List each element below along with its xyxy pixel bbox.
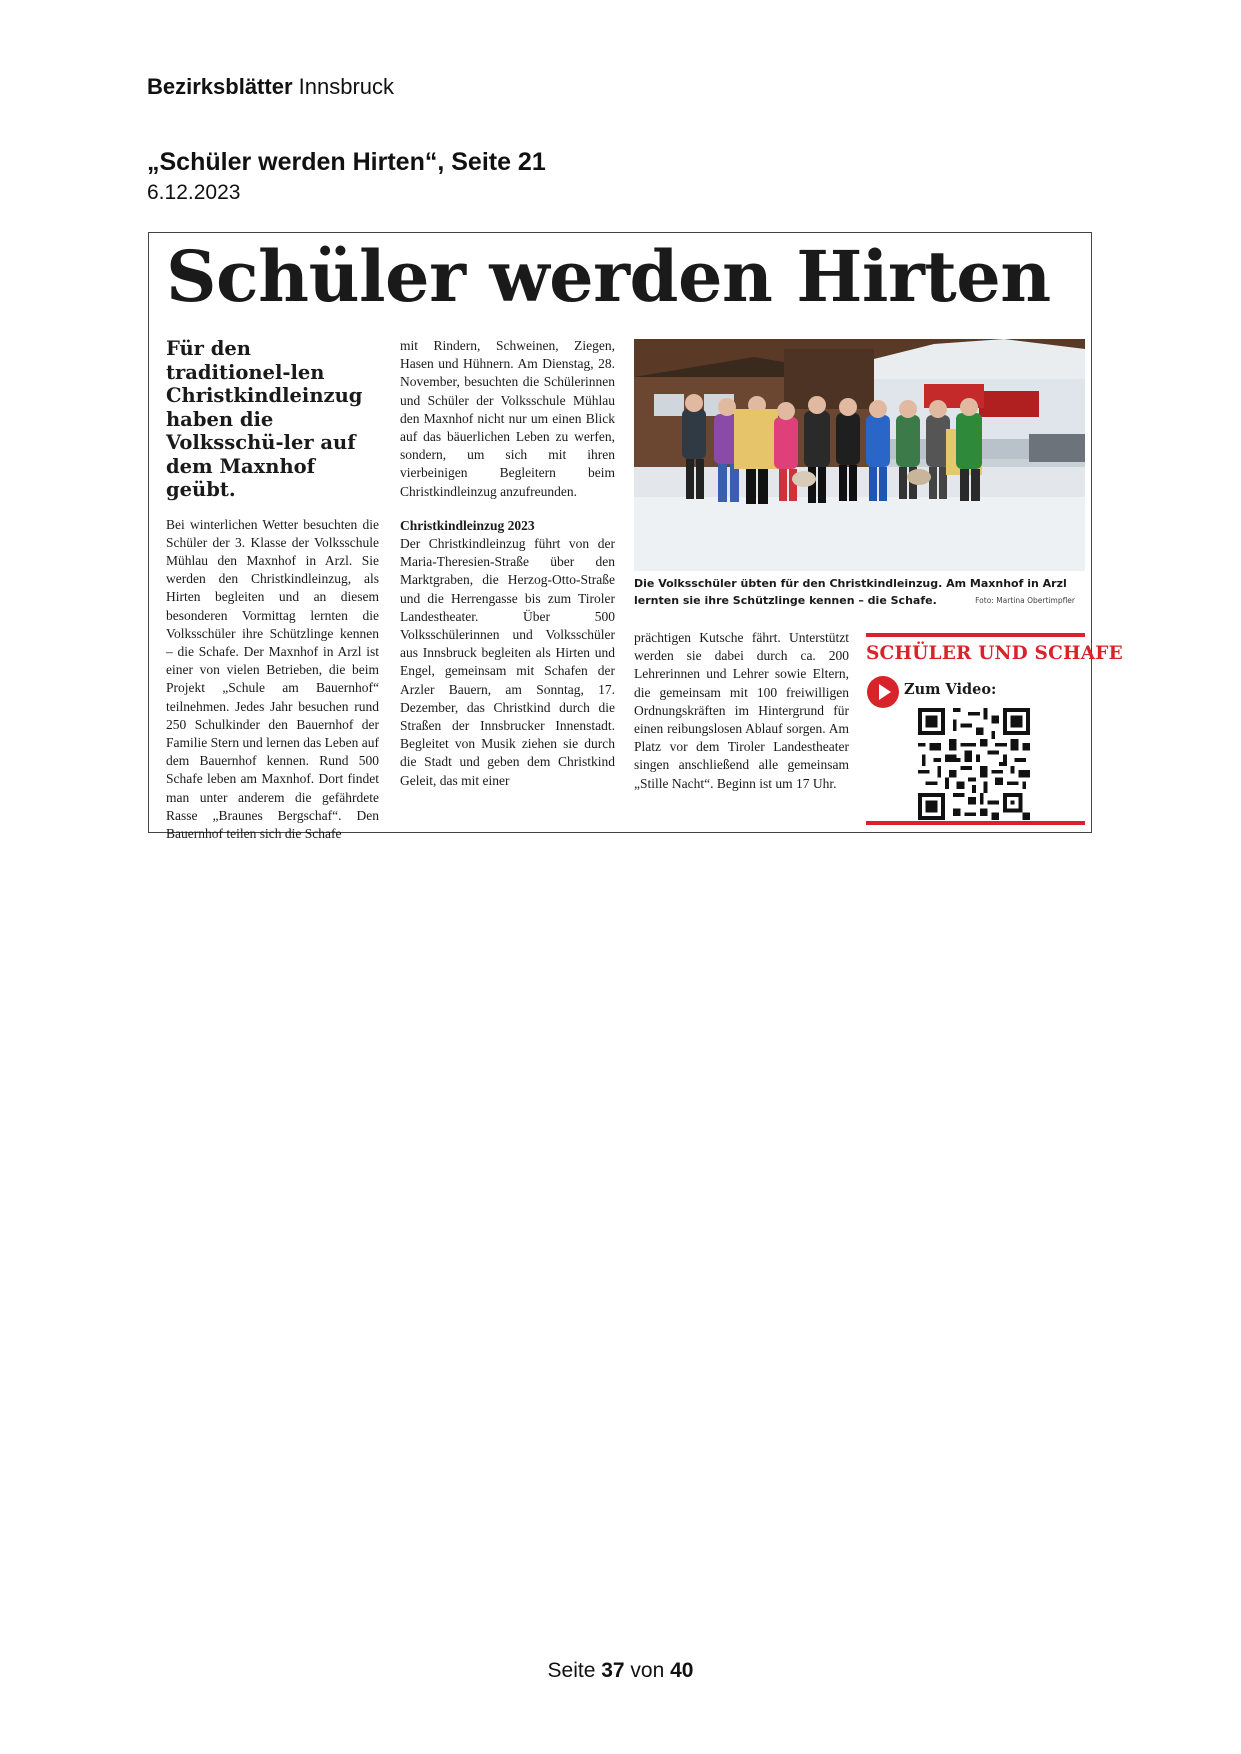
play-icon[interactable] xyxy=(866,675,900,709)
photo-caption xyxy=(634,575,1085,609)
page-footer xyxy=(0,1659,1241,1683)
article-photo xyxy=(634,339,1085,571)
photo-credit: Foto: Martina Obertimpfler xyxy=(975,596,1075,605)
article-headline: Schüler werden Hirten xyxy=(166,235,1051,318)
publication-name xyxy=(147,74,394,100)
document-title: „Schüler werden Hirten“, Seite 21 xyxy=(147,148,546,176)
article-body-col2: mit Rindern, Schweinen, Ziegen, Hasen und Hühnern. Am Dienstag, 28. November, besuchten die Schülerinnen und Schüler der Volksschule Mühlau den Maxnhof nicht nur um einen Blick auf das bäuerlichen Leben zu werfen, sondern, um sich mit ihren vierbeinigen Begleitern beim Christkindleinzug anzufreunden. xyxy=(400,338,615,499)
photo-illustration xyxy=(634,339,1085,571)
footer-middle: von xyxy=(624,1659,671,1682)
photo-caption-text: Die Volksschüler übten für den Christkindleinzug. Am Maxnhof in Arzl lernten sie ihre Schützlinge kennen – die Schafe. xyxy=(634,577,1067,607)
footer-page-number: 37 xyxy=(601,1659,625,1682)
article-column-2 xyxy=(400,337,615,790)
article-lead: Für den traditionel-len Christkindleinzug haben die Volksschü-ler auf dem Maxnhof geübt. xyxy=(166,337,363,501)
document-date: 6.12.2023 xyxy=(147,181,241,204)
newspaper-clipping xyxy=(148,232,1123,841)
footer-total-pages: 40 xyxy=(670,1659,694,1682)
publication-name-bold: Bezirksblätter xyxy=(147,74,293,99)
article-subheading: Christkindleinzug 2023 xyxy=(400,517,535,533)
qr-code[interactable] xyxy=(918,708,1030,820)
publication-name-rest: Innsbruck xyxy=(292,74,395,99)
article-body-col3: prächtigen Kutsche fährt. Unterstützt werden sie dabei durch ca. 200 Lehrerinnen und Lehrer sowie Eltern, die gemeinsam mit 100 freiwilligen Ordnungskräften im Hintergrund für einen reibungslosen Ablauf sorgen. Am Platz vor dem Tiroler Landestheater singen anschließend alle gemeinsam „Stille Nacht“. Beginn ist um 17 Uhr. xyxy=(634,630,849,791)
article-column-3 xyxy=(634,629,849,793)
video-box xyxy=(866,633,1123,825)
box-title: SCHÜLER UND SCHAFE xyxy=(866,643,1123,664)
video-label: Zum Video: xyxy=(904,681,997,698)
article-body-col1: Bei winterlichen Wetter besuchten die Schüler der 3. Klasse der Volksschule Mühlau den Maxnhof in Arzl. Sie werden den Christkindleinzug, als Hirten begleiten und an diesem besonderen Vormittag lernten die Volksschüler ihre Schützlinge kennen – die Schafe. Der Maxnhof in Arzl ist einer von vielen Betrieben, die beim Projekt „Schule am Bauernhof“ teilnehmen. Jedes Jahr besuchen rund 250 Schulkinder den Bauernhof der Familie Stern und lernen das Leben auf dem Bauernhof kennen. Rund 500 Schafe leben am Maxnhof. Dort findet man unter anderem die gefährdete Rasse „Braunes Bergschaf“. Den Bauernhof teilen sich die Schafe xyxy=(166,516,379,841)
box-bottom-rule xyxy=(866,821,1085,825)
box-top-rule xyxy=(866,633,1085,637)
footer-prefix: Seite xyxy=(547,1659,602,1682)
article-column-1 xyxy=(166,337,379,843)
article-body-col2-cont: Der Christkindleinzug führt von der Maria-Theresien-Straße über den Marktgraben, die Herzog-Otto-Straße und die Herrengasse bis zum Tiroler Landestheater. Über 500 Volksschülerinnen und Volksschüler aus Innsbruck begleiten als Hirten und Engel, gemeinsam mit Schafen der Arzler Bauern, am Sonntag, 17. Dezember, das Christkind durch die Straßen der Innsbrucker Innenstadt. Begleitet von Musik ziehen sie durch die Stadt und geben dem Christkind Geleit, das mit einer xyxy=(400,536,615,788)
